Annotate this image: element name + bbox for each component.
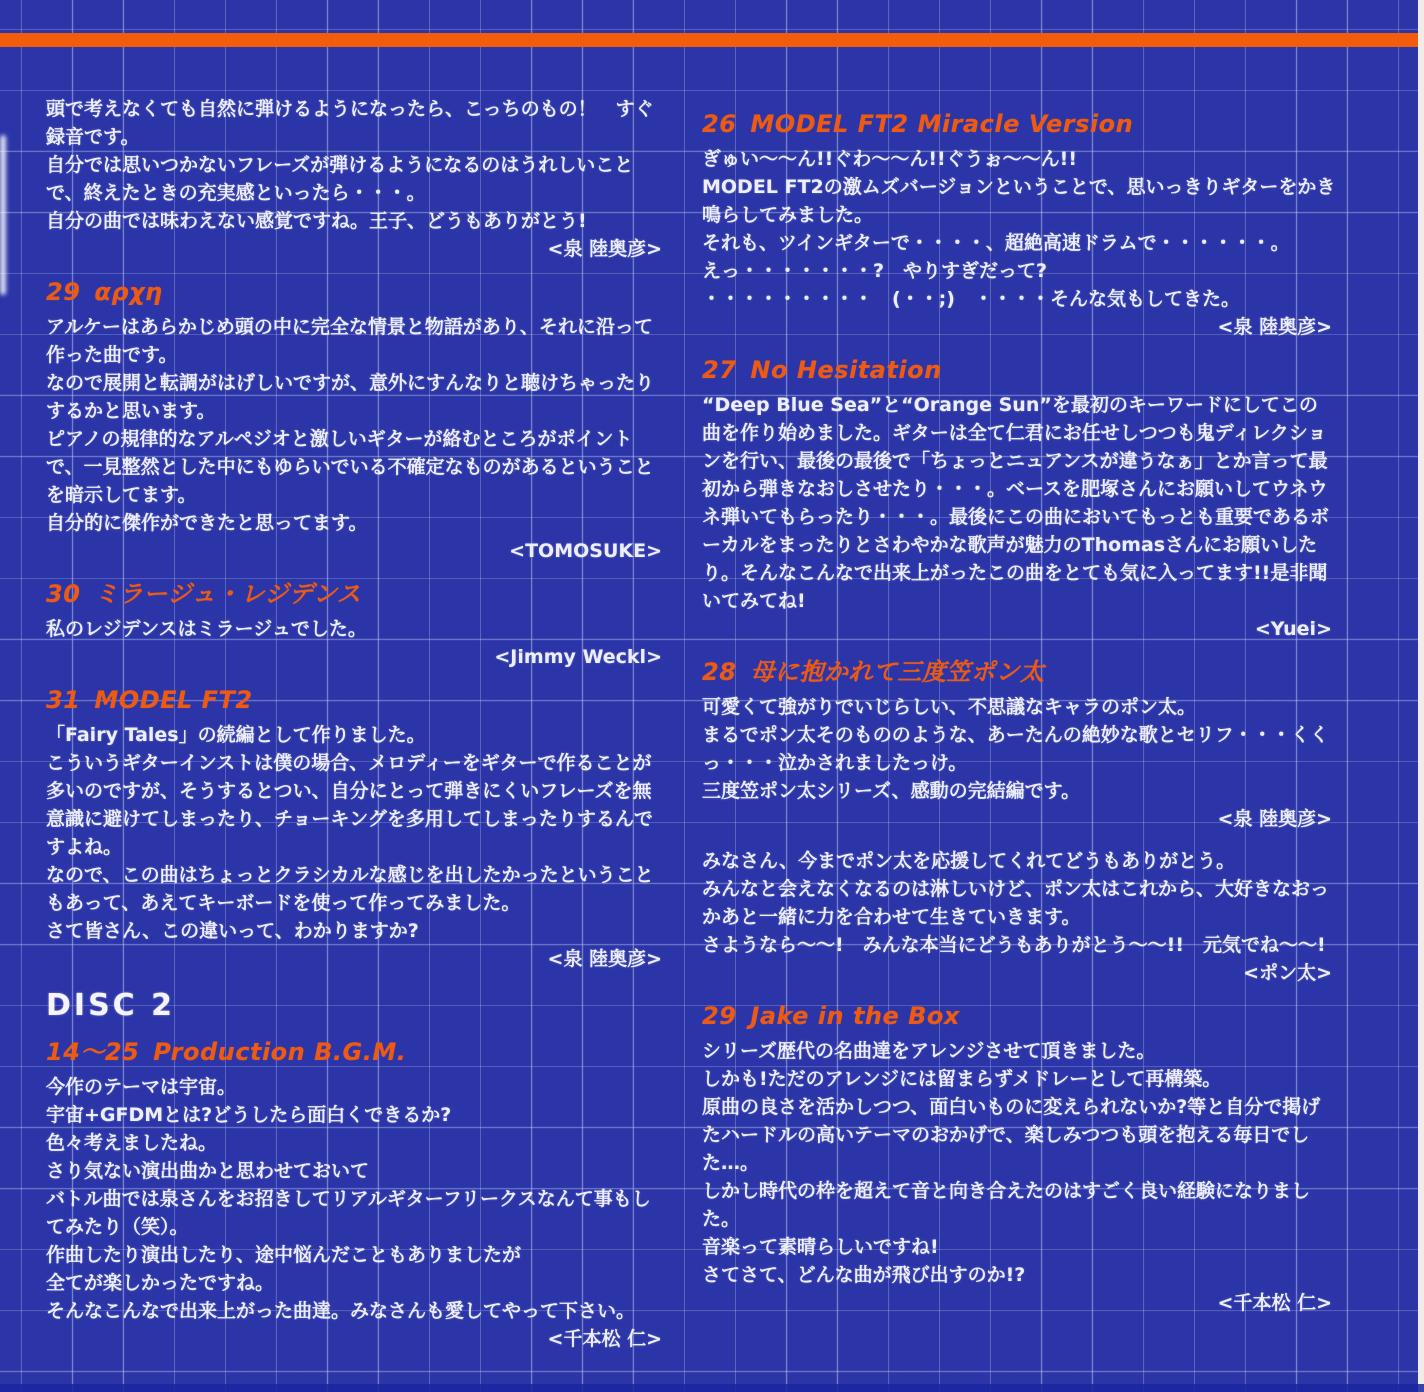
track-title: αρχη bbox=[94, 278, 163, 306]
paragraph: “Deep Blue Sea”と“Orange Sun”を最初のキーワードにしてこの曲を作り始めました。ギターは全て仁君にお任せしつつも鬼ディレクションを行い、最後の最後で「ちょっとニュアンスが違うなぁ」とか言って最初から弾きなおしさせたり・・・。ベースを肥塚さんにお願いしてウネウネ弾いてもらったり・・・。最後にこの曲においてもっとも重要であるボーカルをまったりとさわやかな歌声が魅力のThomasさんにお願いしたり。そんなこんなで出来上がったこの曲をとても気に入ってます!!是非聞いてみてね! bbox=[702, 394, 1330, 612]
paragraph: こういうギターインストは僕の場合、メロディーをギターで作ることが多いのですが、そうするとつい、自分にとって弾きにくいフレーズを無意識に避けてしまったり、チョーキングを多用してしまったりするんですよね。 bbox=[46, 752, 653, 858]
comment-body bbox=[46, 1073, 666, 1325]
track-title: MODEL FT2 bbox=[94, 686, 253, 714]
signature: <泉 陸奥彦> bbox=[1217, 316, 1332, 338]
paragraph: 三度笠ポン太シリーズ、感動の完結編です。 bbox=[702, 780, 1081, 802]
track-title: 母に抱かれて三度笠ポン太 bbox=[750, 658, 1045, 686]
track-heading bbox=[46, 685, 666, 715]
paragraph: みなさん、今までポン太を応援してくれてどうもありがとう。 bbox=[702, 850, 1236, 872]
track-heading bbox=[702, 657, 1336, 687]
paragraph: 自分的に傑作ができたと思ってます。 bbox=[46, 512, 368, 534]
track-title: MODEL FT2 Miracle Version bbox=[750, 110, 1134, 138]
paragraph: 全てが楽しかったですね。 bbox=[46, 1272, 275, 1294]
track-heading bbox=[702, 1001, 1336, 1031]
signature: <TOMOSUKE> bbox=[509, 540, 662, 562]
paragraph: なので、この曲はちょっとクラシカルな感じを出したかったということもあって、あえてキーボードを使って作ってみました。 bbox=[46, 864, 654, 914]
track-section bbox=[702, 355, 1336, 643]
track-number: 26 bbox=[702, 110, 737, 138]
paragraph: しかし時代の枠を超えて音と向き合えたのはすごく良い経験になりました。 bbox=[702, 1180, 1311, 1230]
signature: <Jimmy Weckl> bbox=[494, 646, 662, 668]
comment-body bbox=[702, 145, 1336, 313]
track-section bbox=[702, 657, 1336, 833]
comment-body bbox=[702, 847, 1336, 959]
paragraph: ピアノの規律的なアルペジオと激しいギターが絡むところがポイントで、一見整然とした中にもゆらいでいる不確定なものがあるということを暗示してます。 bbox=[46, 428, 654, 506]
signature: <千本松 仁> bbox=[547, 1328, 662, 1350]
track-title: ミラージュ・レジデンス bbox=[94, 580, 362, 608]
paragraph: 自分では思いつかないフレーズが弾けるようになるのはうれしいことで、終えたときの充実感といったら・・・。 bbox=[46, 154, 634, 204]
page-edge-bottom bbox=[0, 1384, 1424, 1392]
comment-section bbox=[46, 95, 666, 263]
track-heading bbox=[702, 109, 1336, 139]
track-title: Production B.G.M. bbox=[153, 1038, 407, 1066]
paragraph: 作曲したり演出したり、途中悩んだこともありましたが bbox=[46, 1244, 522, 1266]
track-heading bbox=[46, 277, 666, 307]
left-column bbox=[46, 95, 666, 1363]
paragraph: バトル曲では泉さんをお招きしてリアルギターフリークスなんて事もしてみたり（笑）。 bbox=[46, 1188, 651, 1238]
paragraph: みんなと会えなくなるのは淋しいけど、ポン太はこれから、大好きなおっかあと一緒に力を合わせて生きていきます。 bbox=[702, 878, 1330, 928]
track-number: 27 bbox=[702, 356, 737, 384]
track-number: 29 bbox=[46, 278, 81, 306]
track-section bbox=[702, 109, 1336, 341]
paragraph: 自分の曲では味わえない感覚ですね。王子、どうもありがとう! bbox=[46, 210, 587, 232]
comment-section bbox=[702, 847, 1336, 987]
paragraph: そんなこんなで出来上がった曲達。みなさんも愛してやって下さい。 bbox=[46, 1300, 636, 1322]
paragraph: MODEL FT2の激ムズバージョンということで、思いっきりギターをかき鳴らしてみました。 bbox=[702, 176, 1336, 226]
paragraph: アルケーはあらかじめ頭の中に完全な情景と物語があり、それに沿って作った曲です。 bbox=[46, 316, 653, 366]
track-heading bbox=[702, 355, 1336, 385]
signature: <ポン太> bbox=[1243, 962, 1332, 984]
disc-heading-section bbox=[46, 989, 666, 1023]
paragraph: 私のレジデンスはミラージュでした。 bbox=[46, 618, 367, 640]
signature: <千本松 仁> bbox=[1217, 1292, 1332, 1314]
paragraph: ぎゅい～～ん!!ぐわ～～ん!!ぐうぉ～～ん!! bbox=[702, 148, 1077, 170]
right-column bbox=[702, 95, 1336, 1327]
signature: <泉 陸奥彦> bbox=[547, 238, 662, 260]
comment-body bbox=[702, 693, 1336, 805]
signature: <Yuei> bbox=[1254, 618, 1332, 640]
page-edge-right bbox=[1418, 0, 1424, 1392]
comment-body bbox=[702, 1037, 1336, 1289]
paragraph: さてさて、どんな曲が飛び出すのか!? bbox=[702, 1264, 1026, 1286]
signature: <泉 陸奥彦> bbox=[1217, 808, 1332, 830]
paragraph: 音楽って素晴らしいですね! bbox=[702, 1236, 939, 1258]
scan-glare bbox=[0, 135, 6, 295]
paragraph: 「Fairy Tales」の続編として作りました。 bbox=[46, 724, 426, 746]
track-section bbox=[46, 579, 666, 671]
track-number: 14～25 bbox=[46, 1038, 140, 1066]
track-number: 30 bbox=[46, 580, 81, 608]
paragraph: さり気ない演出曲かと思わせておいて bbox=[46, 1160, 370, 1182]
paragraph: さて皆さん、この違いって、わかりますか? bbox=[46, 920, 419, 942]
track-section bbox=[702, 1001, 1336, 1317]
track-title: Jake in the Box bbox=[750, 1002, 960, 1030]
track-number: 31 bbox=[46, 686, 81, 714]
paragraph: なので展開と転調がはげしいですが、意外にすんなりと聴けちゃったりするかと思います。 bbox=[46, 372, 655, 422]
paragraph: えっ・・・・・・・? やりすぎだって? bbox=[702, 260, 1048, 282]
disc-title: DISC 2 bbox=[46, 988, 176, 1023]
track-section bbox=[46, 685, 666, 973]
track-heading bbox=[46, 579, 666, 609]
paragraph: 可愛くて強がりでいじらしい、不思議なキャラのポン太。 bbox=[702, 696, 1197, 718]
track-section bbox=[46, 277, 666, 565]
track-number: 29 bbox=[702, 1002, 737, 1030]
paragraph: しかも!ただのアレンジには留まらずメドレーとして再構築。 bbox=[702, 1068, 1222, 1090]
track-section bbox=[46, 1037, 666, 1353]
track-title: No Hesitation bbox=[750, 356, 942, 384]
comment-body bbox=[46, 313, 666, 537]
comment-body bbox=[46, 615, 666, 643]
signature: <泉 陸奥彦> bbox=[547, 948, 662, 970]
paragraph: 頭で考えなくても自然に弾けるようになったら、こっちのもの！ すぐ録音です。 bbox=[46, 98, 654, 148]
track-heading bbox=[46, 1037, 666, 1067]
paragraph: 今作のテーマは宇宙。 bbox=[46, 1076, 237, 1098]
paragraph: 色々考えましたね。 bbox=[46, 1132, 218, 1154]
paragraph: それも、ツインギターで・・・・、超絶高速ドラムで・・・・・・。 bbox=[702, 232, 1290, 254]
paragraph: 宇宙+GFDMとは?どうしたら面白くできるか? bbox=[46, 1104, 452, 1126]
top-accent-bar bbox=[0, 33, 1419, 47]
track-number: 28 bbox=[702, 658, 737, 686]
comment-body bbox=[702, 391, 1336, 615]
comment-body bbox=[46, 95, 666, 235]
paragraph: シリーズ歴代の名曲達をアレンジさせて頂きました。 bbox=[702, 1040, 1156, 1062]
paragraph: 原曲の良さを活かしつつ、面白いものに変えられないか?等と自分で掲げたハードルの高いテーマのおかげで、楽しみつつも頭を抱える毎日でした…。 bbox=[702, 1096, 1321, 1174]
comment-body bbox=[46, 721, 666, 945]
paragraph: さようなら～～! みんな本当にどうもありがとう～～!! 元気でね～～! bbox=[702, 934, 1326, 956]
paragraph: まるでポン太そのもののような、あーたんの絶妙な歌とセリフ・・・くくっ・・・泣かされましたっけ。 bbox=[702, 724, 1329, 774]
paragraph: ・・・・・・・・・ (・・;) ・・・・そんな気もしてきた。 bbox=[702, 288, 1240, 310]
